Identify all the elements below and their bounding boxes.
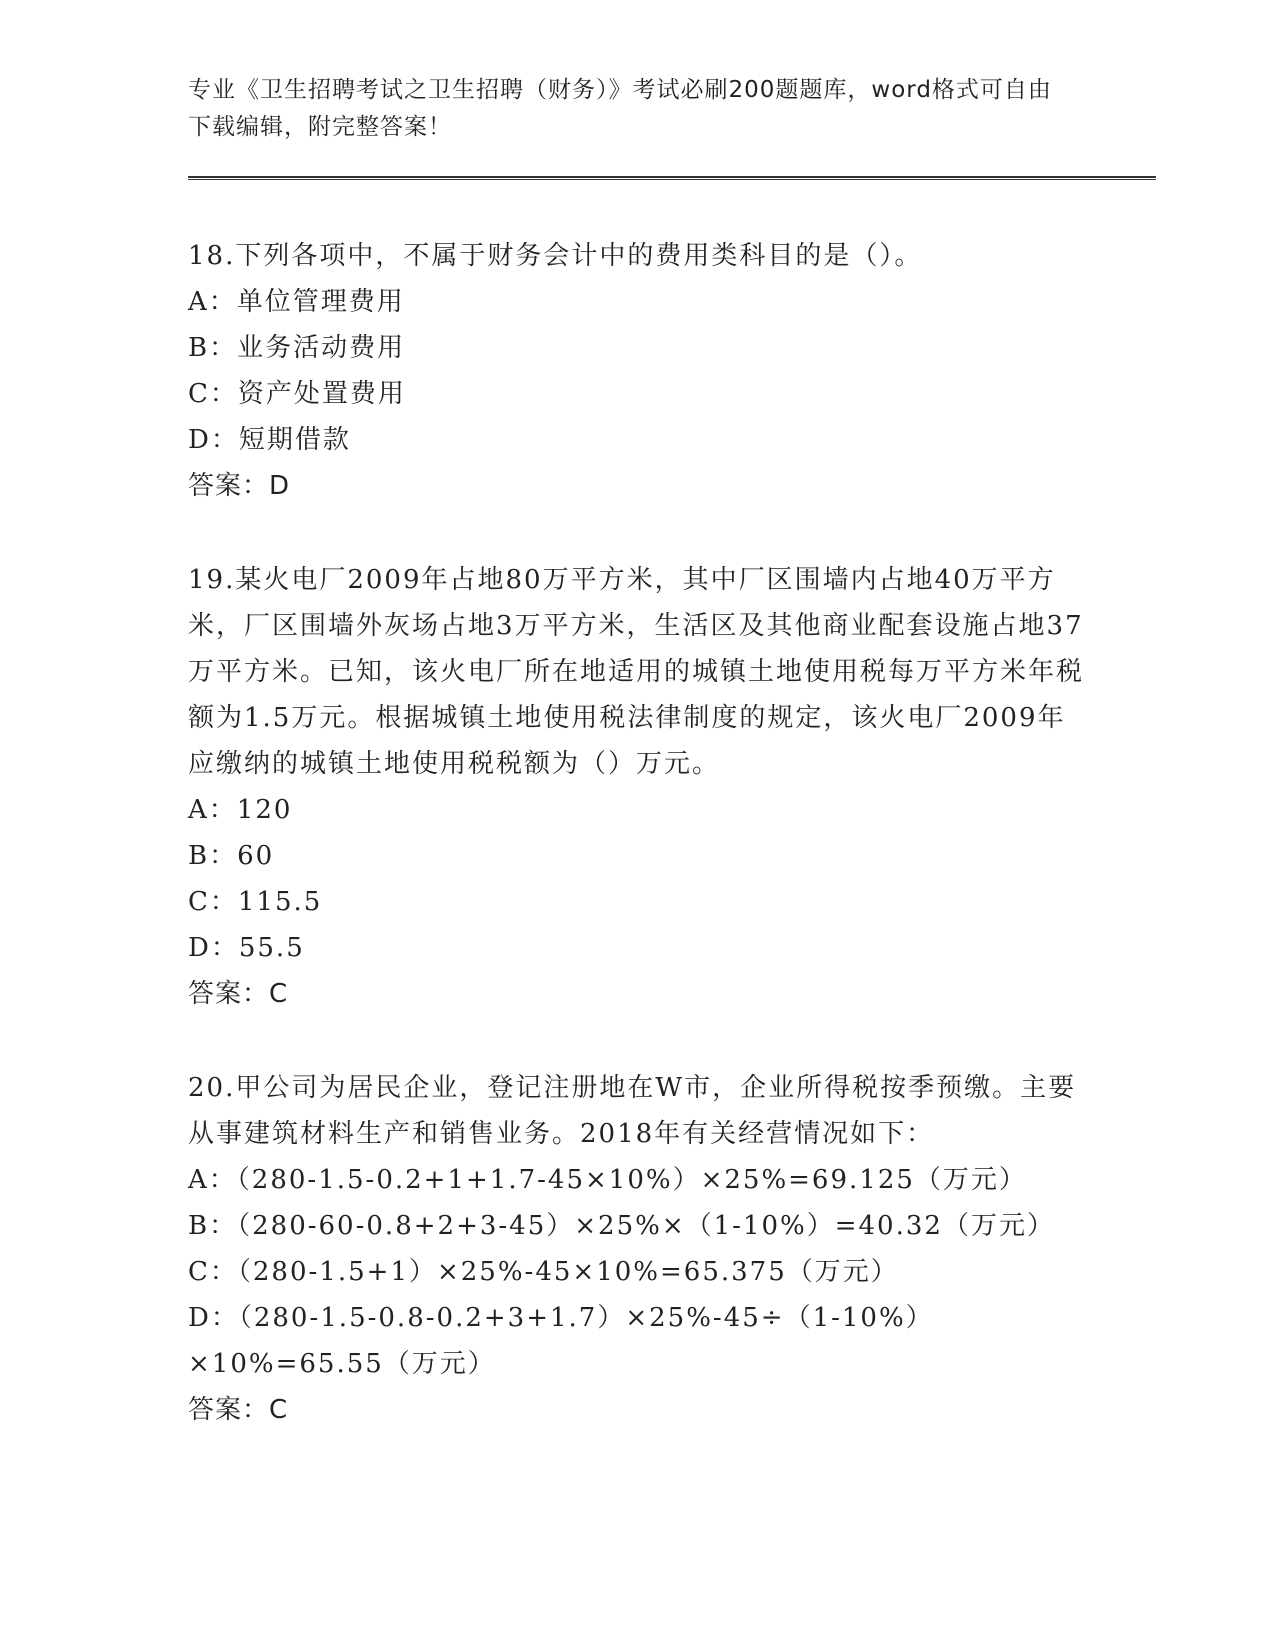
question-stem: 19.某火电厂2009年占地80万平方米，其中厂区围墙内占地40万平方米，厂区围墙外灰场占地3万平方米，生活区及其他商业配套设施占地37万平方米。已知，该火电厂所在地适用的城镇土地使用税每万平方米年税额为1.5万元。根据城镇土地使用税法律制度的规定，该火电厂2009年应缴纳的城镇土地使用税税额为（）万元。 (188, 565, 1085, 779)
option-a: A：120 (188, 795, 293, 825)
question-20 (188, 1065, 1088, 1433)
document-header: 专业《卫生招聘考试之卫生招聘（财务）》考试必刷200题题库，word格式可自由下载编辑，附完整答案！ (188, 77, 1052, 140)
option-d: D：（280-1.5-0.8-0.2+3+1.7）×25%-45÷（1-10%）×10%=65.55（万元） (188, 1303, 934, 1379)
answer-line: 答案：C (188, 1395, 289, 1425)
option-b: B：业务活动费用 (188, 333, 406, 363)
option-c: C：（280-1.5+1）×25%-45×10%=65.375（万元） (188, 1257, 899, 1287)
header-divider (188, 176, 1156, 180)
question-18 (188, 233, 1088, 509)
question-stem: 20.甲公司为居民企业，登记注册地在W市，企业所得税按季预缴。主要从事建筑材料生产和销售业务。2018年有关经营情况如下： (188, 1073, 1077, 1149)
option-d: D：短期借款 (188, 425, 351, 455)
option-a: A：（280-1.5-0.2+1+1.7-45×10%）×25%=69.125（万元） (188, 1165, 1027, 1195)
option-b: B：60 (188, 841, 275, 871)
option-a: A：单位管理费用 (188, 287, 405, 317)
answer-line: 答案：C (188, 979, 289, 1009)
question-stem: 18.下列各项中，不属于财务会计中的费用类科目的是（）。 (188, 241, 923, 271)
answer-line: 答案：D (188, 471, 291, 501)
question-list (188, 233, 1088, 1481)
option-c: C：资产处置费用 (188, 379, 406, 409)
option-d: D：55.5 (188, 933, 305, 963)
option-b: B：（280-60-0.8+2+3-45）×25%×（1-10%）=40.32（万元） (188, 1211, 1055, 1241)
option-c: C：115.5 (188, 887, 323, 917)
question-19 (188, 557, 1088, 1017)
